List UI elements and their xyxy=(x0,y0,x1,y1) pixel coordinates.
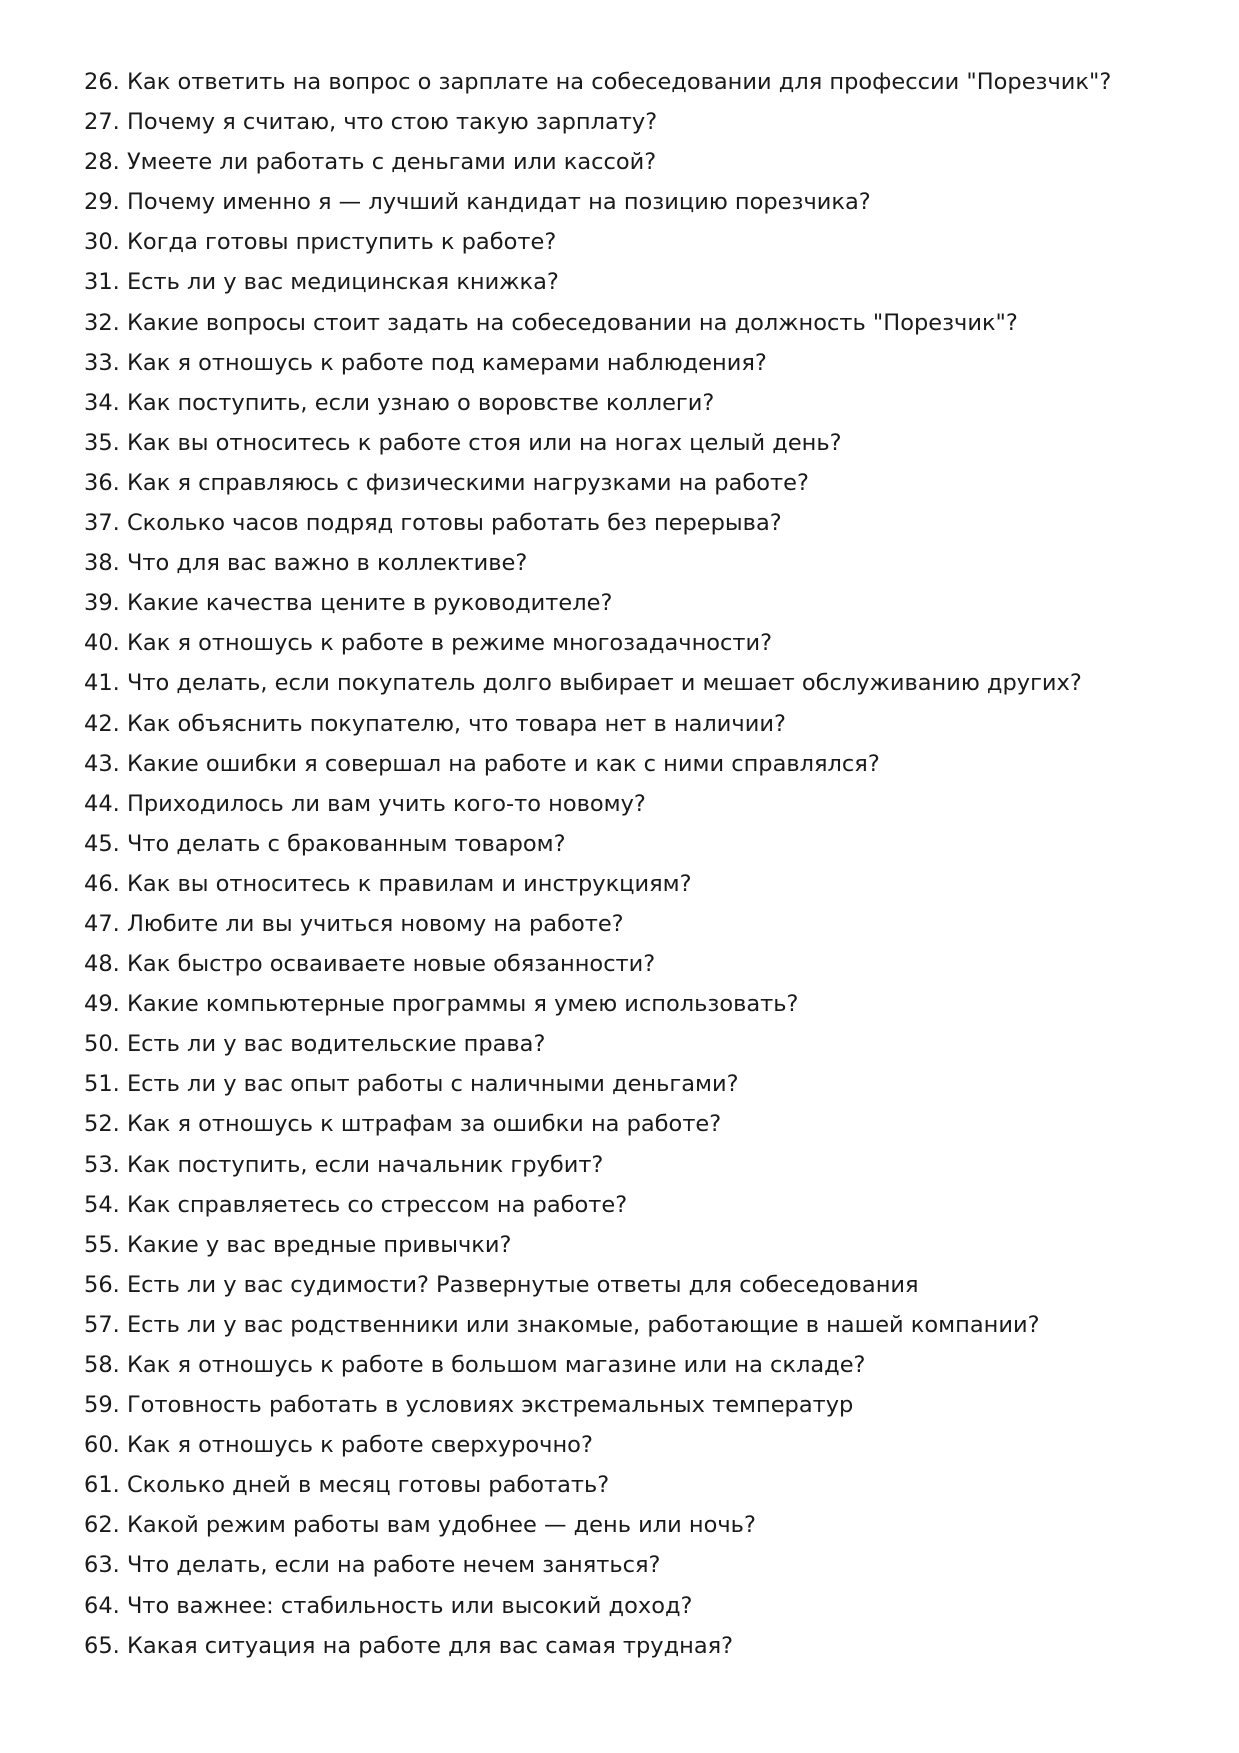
question-number: 44. xyxy=(84,790,120,817)
question-item xyxy=(84,704,1164,744)
question-text: Как вы относитесь к правилам и инструкциям? xyxy=(126,870,692,897)
question-item xyxy=(84,343,1164,383)
question-item xyxy=(84,1185,1164,1225)
question-number: 28. xyxy=(84,149,120,176)
question-number: 38. xyxy=(84,550,120,577)
question-number: 27. xyxy=(84,109,120,136)
question-text: Как я отношусь к работе в большом магазине или на складе? xyxy=(126,1352,866,1378)
question-text: Что делать, если на работе нечем заняться? xyxy=(126,1552,661,1579)
question-number: 62. xyxy=(84,1512,120,1539)
question-text: Любите ли вы учиться новому на работе? xyxy=(126,910,624,937)
question-number: 56. xyxy=(84,1271,120,1298)
question-text: Как вы относитесь к работе стоя или на ногах целый день? xyxy=(126,429,842,456)
question-item xyxy=(84,423,1164,463)
question-item xyxy=(84,1345,1164,1385)
question-item xyxy=(84,1064,1164,1104)
question-text: Почему я считаю, что стою такую зарплату? xyxy=(126,109,658,136)
question-item xyxy=(84,1225,1164,1265)
question-item xyxy=(84,824,1164,864)
question-number: 48. xyxy=(84,951,120,978)
question-number: 58. xyxy=(84,1352,120,1378)
question-number: 36. xyxy=(84,469,120,496)
question-number: 55. xyxy=(84,1231,120,1258)
question-item xyxy=(84,583,1164,623)
question-text: Какие у вас вредные привычки? xyxy=(126,1231,512,1258)
question-text: Какие ошибки я совершал на работе и как с ними справлялся? xyxy=(126,750,880,777)
question-text: Почему именно я — лучший кандидат на позицию порезчика? xyxy=(126,189,871,216)
question-item xyxy=(84,1024,1164,1064)
question-item xyxy=(84,222,1164,262)
question-number: 50. xyxy=(84,1031,120,1058)
question-text: Какие вопросы стоит задать на собеседовании на должность "Порезчик"? xyxy=(126,309,1018,336)
question-text: Что делать с бракованным товаром? xyxy=(126,830,566,857)
question-text: Как я отношусь к работе в режиме многозадачности? xyxy=(126,630,773,657)
question-number: 51. xyxy=(84,1071,120,1098)
question-number: 46. xyxy=(84,870,120,897)
question-text: Как ответить на вопрос о зарплате на собеседовании для профессии "Порезчик"? xyxy=(126,69,1112,95)
question-text: Есть ли у вас опыт работы с наличными деньгами? xyxy=(126,1071,739,1098)
question-text: Что важнее: стабильность или высокий доход? xyxy=(126,1592,693,1619)
question-item xyxy=(84,944,1164,984)
question-number: 40. xyxy=(84,630,120,657)
question-text: Как быстро осваиваете новые обязанности? xyxy=(126,951,656,978)
question-item xyxy=(84,1305,1164,1345)
question-text: Какие компьютерные программы я умею использовать? xyxy=(126,991,799,1018)
question-item xyxy=(84,663,1164,703)
question-number: 30. xyxy=(84,229,120,256)
question-item xyxy=(84,503,1164,543)
question-number: 43. xyxy=(84,750,120,777)
question-number: 63. xyxy=(84,1552,120,1579)
question-number: 31. xyxy=(84,269,120,296)
question-item xyxy=(84,463,1164,503)
question-item xyxy=(84,1626,1164,1666)
question-number: 37. xyxy=(84,510,120,537)
question-text: Есть ли у вас судимости? Развернутые ответы для собеседования xyxy=(126,1271,919,1298)
question-item xyxy=(84,904,1164,944)
question-text: Что делать, если покупатель долго выбирает и мешает обслуживанию других? xyxy=(126,670,1082,697)
question-text: Как я справляюсь с физическими нагрузками на работе? xyxy=(126,469,809,496)
question-text: Как объяснить покупателю, что товара нет в наличии? xyxy=(126,710,786,737)
question-text: Какая ситуация на работе для вас самая трудная? xyxy=(126,1632,734,1659)
question-item xyxy=(84,1104,1164,1144)
question-number: 42. xyxy=(84,710,120,737)
question-text: Сколько часов подряд готовы работать без перерыва? xyxy=(126,510,782,537)
question-item xyxy=(84,784,1164,824)
question-number: 49. xyxy=(84,991,120,1018)
question-item xyxy=(84,1465,1164,1505)
question-item xyxy=(84,1505,1164,1545)
question-item xyxy=(84,1145,1164,1185)
question-item xyxy=(84,543,1164,583)
question-number: 35. xyxy=(84,429,120,456)
question-number: 39. xyxy=(84,590,120,617)
question-item xyxy=(84,182,1164,222)
question-item xyxy=(84,262,1164,302)
question-number: 53. xyxy=(84,1151,120,1178)
question-text: Какие качества цените в руководителе? xyxy=(126,590,613,617)
question-text: Как поступить, если узнаю о воровстве коллеги? xyxy=(126,389,715,416)
question-number: 60. xyxy=(84,1432,120,1459)
question-item xyxy=(84,864,1164,904)
question-text: Как справляетесь со стрессом на работе? xyxy=(126,1191,628,1218)
question-number: 33. xyxy=(84,349,120,376)
question-number: 57. xyxy=(84,1311,120,1338)
question-number: 59. xyxy=(84,1392,120,1419)
question-item xyxy=(84,303,1164,343)
question-item xyxy=(84,744,1164,784)
question-text: Умеете ли работать с деньгами или кассой? xyxy=(126,149,657,176)
question-number: 64. xyxy=(84,1592,120,1619)
question-item xyxy=(84,984,1164,1024)
question-text: Как я отношусь к работе сверхурочно? xyxy=(126,1432,593,1459)
question-number: 45. xyxy=(84,830,120,857)
question-number: 32. xyxy=(84,309,120,336)
question-item xyxy=(84,383,1164,423)
question-text: Приходилось ли вам учить кого-то новому? xyxy=(126,790,646,817)
question-text: Есть ли у вас родственники или знакомые, работающие в нашей компании? xyxy=(126,1311,1040,1338)
question-text: Готовность работать в условиях экстремальных температур xyxy=(126,1392,854,1419)
question-item xyxy=(84,102,1164,142)
question-item xyxy=(84,1545,1164,1585)
question-item xyxy=(84,1425,1164,1465)
question-number: 65. xyxy=(84,1632,120,1659)
question-number: 41. xyxy=(84,670,120,697)
question-number: 47. xyxy=(84,910,120,937)
question-item xyxy=(84,1586,1164,1626)
question-item xyxy=(84,1385,1164,1425)
question-text: Сколько дней в месяц готовы работать? xyxy=(126,1472,610,1499)
question-text: Есть ли у вас медицинская книжка? xyxy=(126,269,559,296)
question-number: 61. xyxy=(84,1472,120,1499)
question-list xyxy=(84,62,1164,1666)
question-number: 26. xyxy=(84,69,120,95)
question-text: Какой режим работы вам удобнее — день или ночь? xyxy=(126,1512,756,1539)
question-text: Как поступить, если начальник грубит? xyxy=(126,1151,604,1178)
question-number: 34. xyxy=(84,389,120,416)
question-number: 52. xyxy=(84,1111,120,1138)
question-item xyxy=(84,623,1164,663)
question-item xyxy=(84,142,1164,182)
question-text: Как я отношусь к штрафам за ошибки на работе? xyxy=(126,1111,722,1138)
question-item xyxy=(84,1265,1164,1305)
question-text: Как я отношусь к работе под камерами наблюдения? xyxy=(126,349,767,376)
question-number: 29. xyxy=(84,189,120,216)
question-text: Когда готовы приступить к работе? xyxy=(126,229,557,256)
question-number: 54. xyxy=(84,1191,120,1218)
question-text: Есть ли у вас водительские права? xyxy=(126,1031,546,1058)
question-text: Что для вас важно в коллективе? xyxy=(126,550,528,577)
question-item xyxy=(84,62,1164,102)
